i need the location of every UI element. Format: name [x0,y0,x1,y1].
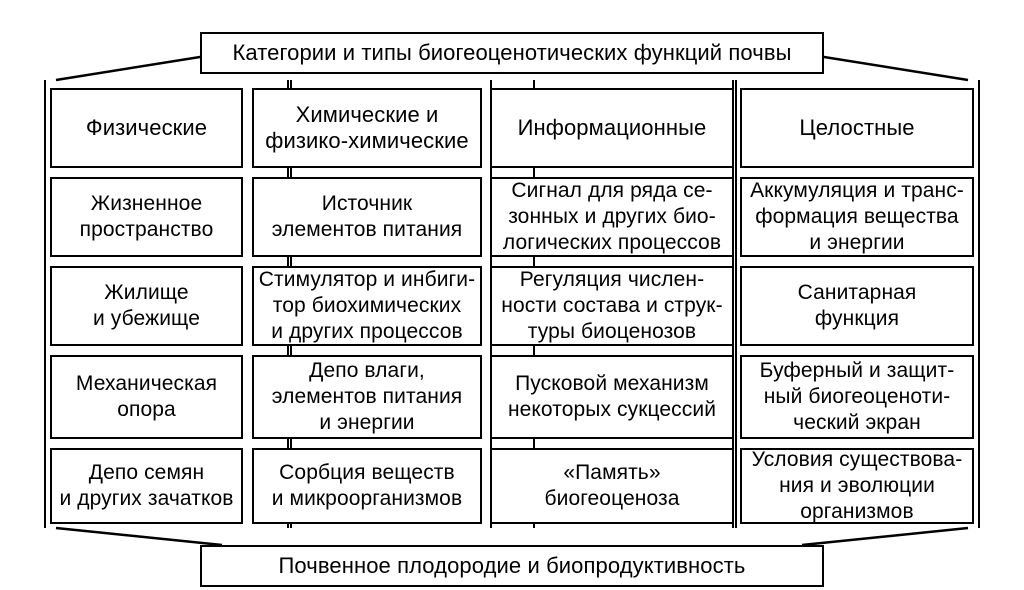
header-physical [50,88,243,168]
cell-chemical-2 [252,266,482,346]
cell-text: Аккумуляция и транс- формация вещества и энергии [750,179,964,254]
cell-physical-4 [50,448,243,524]
cell-text: Депо влаги, элементов питания и энергии [271,359,463,434]
connector-bottom-left [56,528,222,545]
cell-text: Механическая опора [75,372,218,421]
cell-integral-2 [740,266,974,346]
connector-bottom-right [802,528,968,545]
cell-text: Пусковой механизм некоторых сукцессий [507,372,717,421]
cell-text: Депо семян и других зачатков [59,461,234,510]
cell-integral-3 [740,355,974,439]
top-title: Категории и типы биогеоценотических функций почвы [232,40,792,65]
cell-text: Источник элементов питания [271,192,463,241]
cell-text: Сигнал для ряда се- зонных и других био- логических процессов [502,179,722,254]
cell-chemical-1 [252,177,482,257]
cell-informational-4 [490,448,734,524]
connector-top-right [799,53,968,80]
cell-text: Условия существова- ния и эволюции организмов [751,448,963,523]
header-integral [740,88,974,168]
cell-informational-2 [490,266,734,346]
header-physical-text: Физические [85,115,208,140]
header-integral-text: Целостные [799,115,915,140]
cell-text: Жизненное пространство [79,192,214,241]
cell-text: Сорбция веществ и микроорганизмов [271,461,463,510]
cell-text: Регуляция числен- ности состава и струк- туры биоценозов [501,268,723,343]
cell-physical-1 [50,177,243,257]
bottom-title-box [200,545,824,587]
cell-chemical-3 [252,355,482,439]
cell-integral-1 [740,177,974,257]
cell-chemical-4 [252,448,482,524]
cell-integral-4 [740,448,974,524]
cell-text: Санитарная функция [797,281,917,330]
header-chemical-text: Химические и физико-химические [265,102,469,153]
cell-text: «Память» биогеоценоза [544,461,680,510]
header-chemical [252,88,482,168]
cell-physical-2 [50,266,243,346]
cell-text: Буферный и защит- ный биогеоценоти- ческий экран [759,359,955,434]
bottom-title: Почвенное плодородие и биопродуктивность [278,553,746,578]
header-informational [490,88,734,168]
cell-physical-3 [50,355,243,439]
cell-text: Жилище и убежище [93,281,200,330]
cell-text: Стимулятор и инбиги- тор биохимических и других процессов [258,268,476,343]
cell-informational-1 [490,177,734,257]
header-informational-text: Информационные [517,115,707,140]
top-title-box [200,32,824,74]
cell-informational-3 [490,355,734,439]
